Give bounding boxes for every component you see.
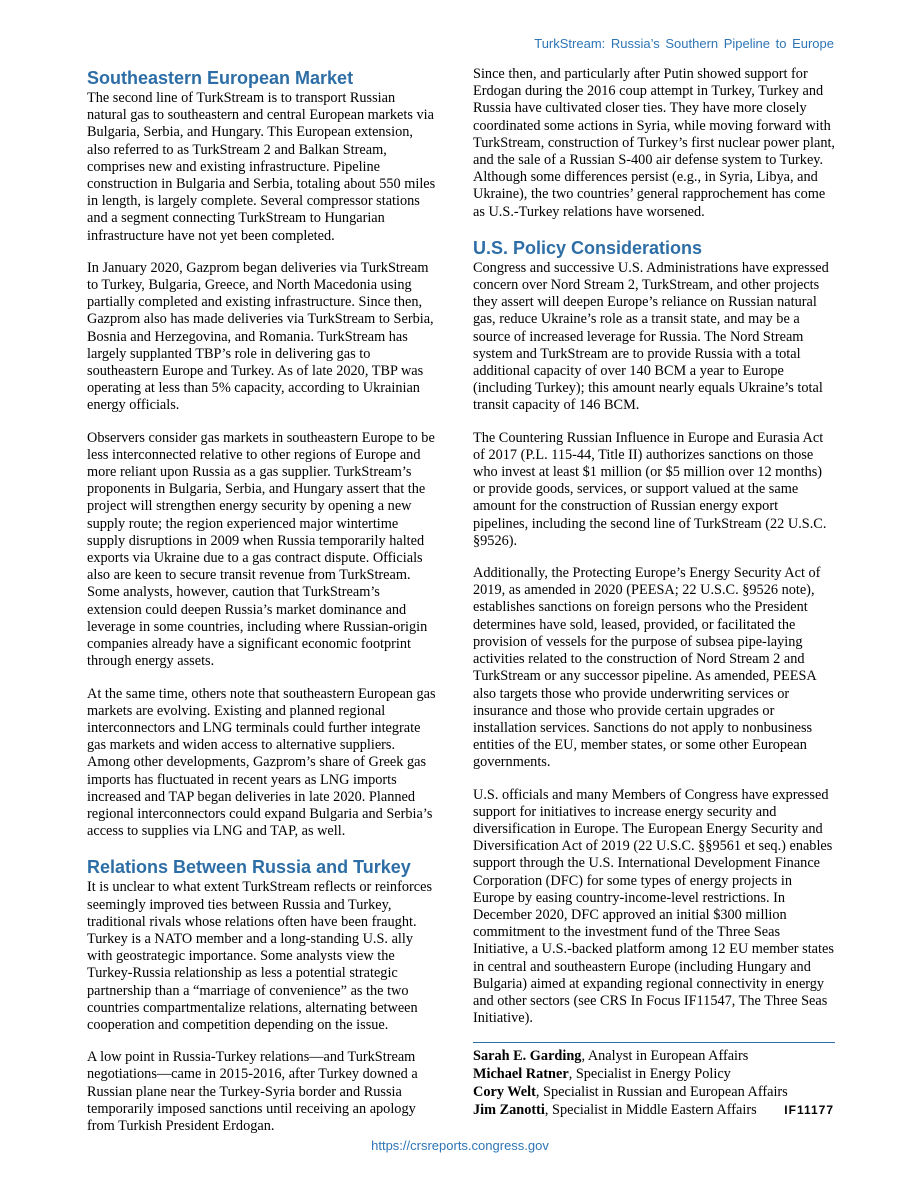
paragraph: At the same time, others note that southeastern European gas markets are evolving. Existing and planned regional interconnectors and LNG terminals could further integrate gas markets and widen access to alternative suppliers. Among other developments, Gazprom’s share of Greek gas imports has fluctuated in recent years as LNG imports increased and TAP began deliveries in late 2020. Planned regional interconnectors could expand Bulgaria and Serbia’s access to supplies via LNG and TAP, as well. bbox=[87, 685, 436, 840]
author-name: Michael Ratner bbox=[473, 1066, 569, 1083]
footer-link[interactable]: https://crsreports.congress.gov bbox=[371, 1138, 549, 1153]
running-header: TurkStream: Russia’s Southern Pipeline to Europe bbox=[534, 36, 834, 51]
section-heading-russia-turkey: Relations Between Russia and Turkey bbox=[87, 857, 411, 878]
paragraph: A low point in Russia-Turkey relations—and TurkStream negotiations—came in 2015-2016, after Turkey downed a Russian plane near the Turkey-Syria border and Russia temporarily imposed sanctions until receiving an apology from Turkish President Erdogan. bbox=[87, 1049, 418, 1134]
author-name: Jim Zanotti bbox=[473, 1102, 545, 1119]
author-title: , Specialist in Energy Policy bbox=[568, 1066, 731, 1083]
document-id: IF11177 bbox=[784, 1103, 834, 1117]
author-name: Sarah E. Garding bbox=[473, 1048, 582, 1065]
author-list bbox=[473, 1047, 835, 1119]
right-column bbox=[473, 66, 835, 1119]
author-title: , Analyst in European Affairs bbox=[581, 1048, 749, 1065]
section-heading-southeastern-market: Southeastern European Market bbox=[87, 68, 354, 88]
paragraph: U.S. officials and many Members of Congress have expressed support for initiatives to increase energy security and diversification in Europe. The European Energy Security and Diversification Act of 2019 (22 U.S.C. §§9561 et seq.) enables support through the U.S. International Development Finance Corporation (DFC) for some types of energy projects in Europe by easing country-income-level restrictions. In December 2020, DFC approved an initial $300 million commitment to the investment fund of the Three Seas Initiative, a U.S.-backed platform among 12 EU member states in central and southeastern Europe (including Hungary and Bulgaria) aimed at expanding regional connectivity in energy and other sectors (see CRS In Focus IF11547, The Three Seas Initiative). bbox=[473, 786, 834, 1027]
author-name: Cory Welt bbox=[473, 1084, 536, 1101]
author-title: , Specialist in Russian and European Affairs bbox=[535, 1084, 788, 1101]
left-column bbox=[87, 66, 437, 1150]
paragraph: Congress and successive U.S. Administrations have expressed concern over Nord Stream 2, TurkStream, and other projects they assert will deepen Europe’s reliance on Russian natural gas, reduce Ukraine’s role as a transit state, and may be a source of increased leverage for Russia. The Nord Stream system and TurkStream are to provide Russia with a total additional capacity of over 140 BCM a year to Europe (including Turkey); this amount nearly equals Ukraine’s total transit capacity of 146 BCM. bbox=[473, 259, 829, 414]
author-entry bbox=[473, 1065, 835, 1083]
paragraph: In January 2020, Gazprom began deliveries via TurkStream to Turkey, Bulgaria, Greece, and North Macedonia using partially completed and existing infrastructure. Since then, Gazprom also has made deliveries via TurkStream to Serbia, Bosnia and Herzegovina, and Romania. TurkStream has largely supplanted TBP’s role in delivering gas to southeastern Europe and Turkey. As of late 2020, TBP was operating at less than 5% capacity, according to Ukrainian energy officials. bbox=[87, 259, 434, 414]
author-entry bbox=[473, 1047, 835, 1065]
paragraph: The second line of TurkStream is to transport Russian natural gas to southeastern and central European markets via Bulgaria, Serbia, and Hungary. This European extension, also referred to as TurkStream 2 and Balkan Stream, comprises new and existing infrastructure. Pipeline construction in Bulgaria and Serbia, totaling about 550 miles in length, is largely complete. Several compressor stations and a segment connecting TurkStream to Hungarian infrastructure have not yet been completed. bbox=[87, 90, 436, 244]
author-entry bbox=[473, 1083, 835, 1101]
paragraph: Observers consider gas markets in southeastern Europe to be less interconnected relative to other regions of Europe and more reliant upon Russia as a gas supplier. TurkStream’s proponents in Bulgaria, Serbia, and Hungary assert that the project will strengthen energy security by opening a new supply route; the region experienced major wintertime supply disruptions in 2009 when Russia temporarily halted exports via Ukraine due to a gas contract dispute. Officials also are keen to secure transit revenue from TurkStream. Some analysts, however, caution that TurkStream’s extension could deepen Russia’s market dominance and leverage in some countries, including where Russian-origin companies already have a significant economic footprint through energy assets. bbox=[87, 429, 435, 670]
paragraph: It is unclear to what extent TurkStream reflects or reinforces seemingly improved ties between Russia and Turkey, traditional rivals whose relations often have been fraught. Turkey is a NATO member and a long-standing U.S. ally with geostrategic importance. Some analysts view the Turkey-Russia relationship as less a potential strategic partnership than a “marriage of convenience” as the two countries compartmentalize relations, alternating between cooperation and competition depending on the issue. bbox=[87, 879, 433, 1033]
author-divider bbox=[473, 1042, 835, 1043]
author-entry bbox=[473, 1101, 835, 1119]
section-heading-us-policy: U.S. Policy Considerations bbox=[473, 237, 703, 258]
paragraph: Since then, and particularly after Putin showed support for Erdogan during the 2016 coup attempt in Turkey, Turkey and Russia have cultivated closer ties. They have more closely coordinated some actions in Syria, while moving forward with TurkStream, construction of Turkey’s first nuclear power plant, and the sale of a Russian S-400 air defense system to Turkey. Although some differences persist (e.g., in Syria, Libya, and Ukraine), the two countries’ general rapprochement has come as U.S.-Turkey relations have worsened. bbox=[473, 66, 836, 220]
paragraph: Additionally, the Protecting Europe’s Energy Security Act of 2019, as amended in 2020 (PEESA; 22 U.S.C. §9526 note), establishes sanctions on foreign persons who the President determines have sold, leased, provided, or facilitated the provision of vessels for the purpose of subsea pipe-laying activities related to the construction of Nord Stream 2 and TurkStream or any successor pipeline. As amended, PEESA also targets those who provide underwriting services or insurance and those who provide certain upgrades or installation services. Sanctions do not apply to nonbusiness entities of the EU, member states, or some other European governments. bbox=[473, 565, 821, 771]
paragraph: The Countering Russian Influence in Europe and Eurasia Act of 2017 (P.L. 115-44, Title II) authorizes sanctions on those who invest at least $1 million (or $5 million over 12 months) or provide goods, services, or support valued at the same amount for the construction of Russian energy export pipelines, including the second line of TurkStream (22 U.S.C. §9526). bbox=[473, 429, 827, 549]
author-title: , Specialist in Middle Eastern Affairs bbox=[544, 1102, 757, 1119]
